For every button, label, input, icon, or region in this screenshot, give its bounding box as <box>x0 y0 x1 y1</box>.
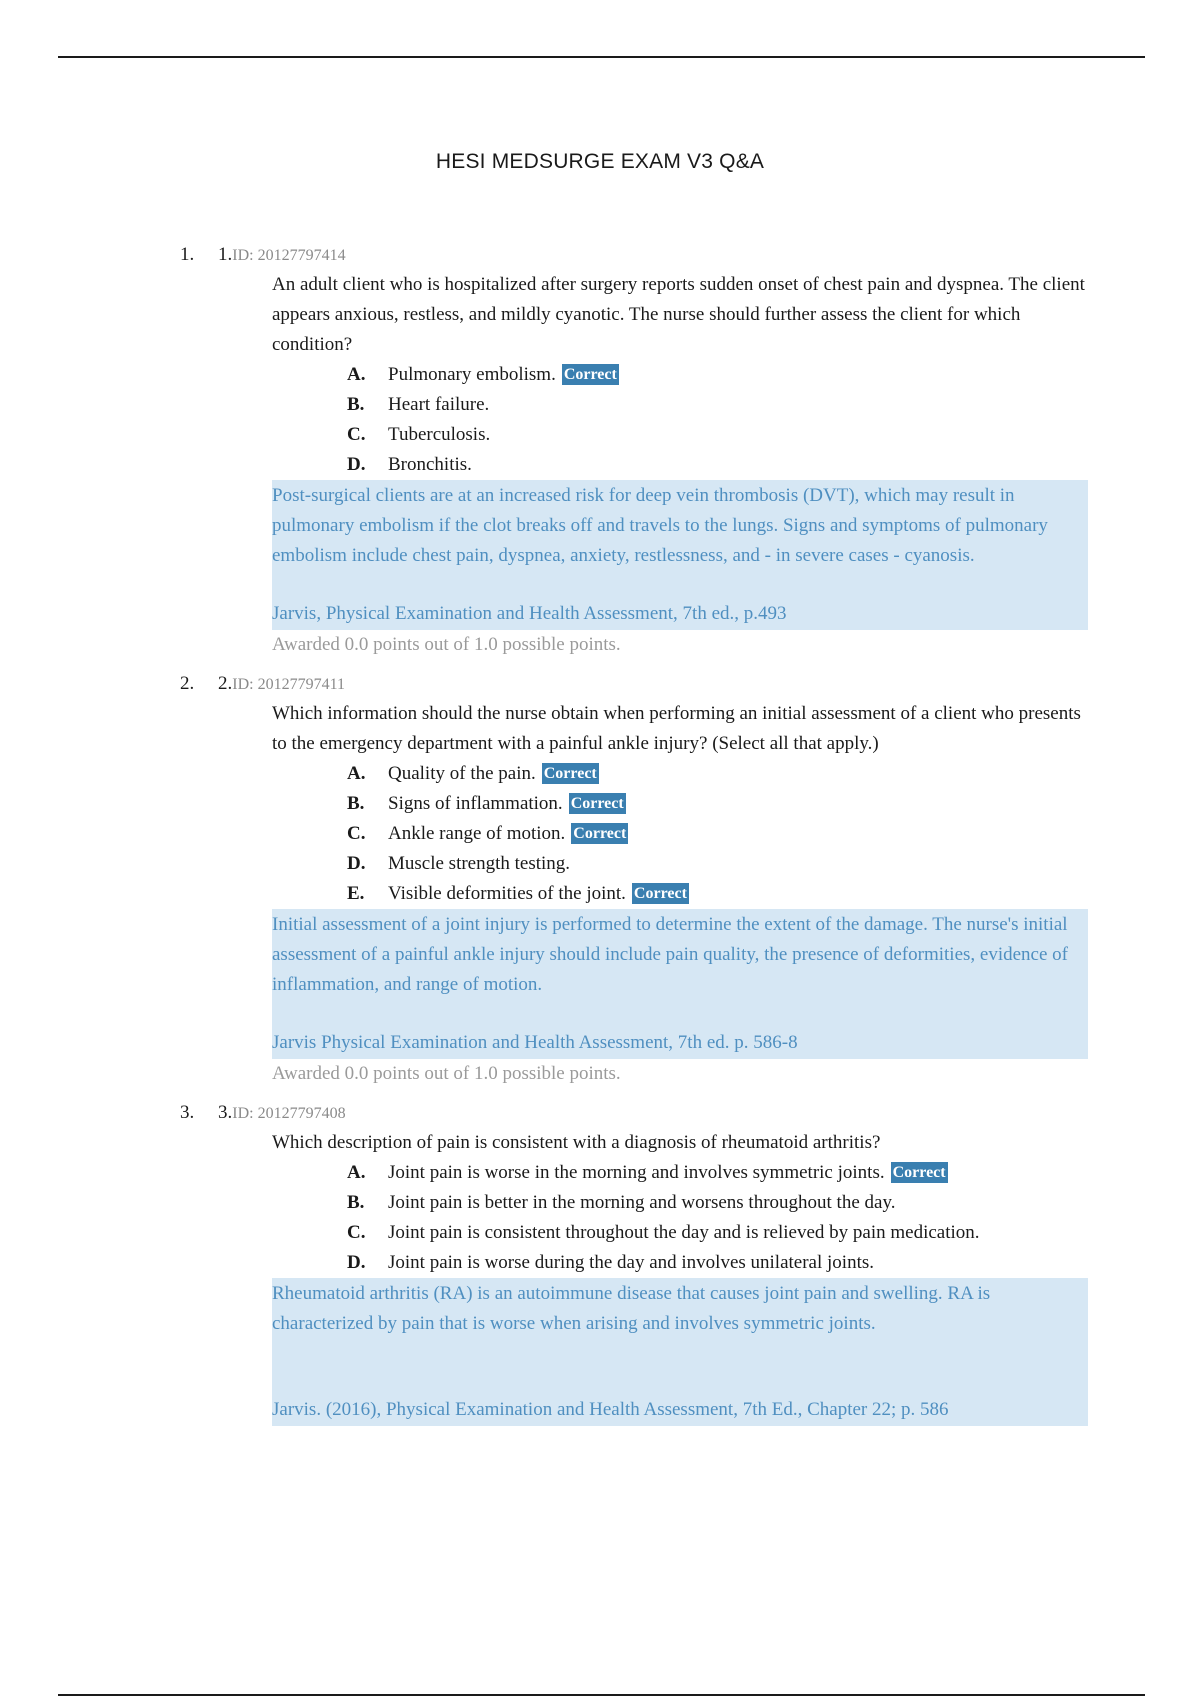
option-letter: B. <box>347 793 365 814</box>
option-a[interactable] <box>347 759 1200 789</box>
correct-badge: Correct <box>543 765 597 782</box>
option-letter: C. <box>347 823 366 844</box>
answer-options <box>347 759 1200 909</box>
option-text: Muscle strength testing. <box>388 853 571 874</box>
question-id: ID: 20127797408 <box>232 1105 346 1122</box>
option-text: Ankle range of motion. <box>388 823 566 844</box>
question-id: ID: 20127797414 <box>232 247 346 264</box>
option-d[interactable] <box>347 849 1200 879</box>
option-text: Joint pain is worse during the day and involves unilateral joints. <box>388 1252 875 1273</box>
rationale-text: Post-surgical clients are at an increased risk for deep vein thrombosis (DVT), which may result in pulmonary embolism if the clot breaks off and travels to the lungs. Signs and symptoms of pulmonary embolism include chest pain, dyspnea, anxiety, restlessness, and - in severe cases - cyanosis. <box>272 485 1048 566</box>
option-letter: D. <box>347 853 366 874</box>
option-letter: A. <box>347 364 366 385</box>
question-3 <box>0 1098 1200 1426</box>
question-header <box>0 1098 1200 1128</box>
awarded-points: Awarded 0.0 points out of 1.0 possible points. <box>272 1063 621 1084</box>
question-1 <box>0 240 1200 660</box>
option-letter: B. <box>347 1192 365 1213</box>
option-text: Joint pain is worse in the morning and involves symmetric joints. <box>388 1162 885 1183</box>
rationale-text: Initial assessment of a joint injury is performed to determine the extent of the damage. The nurse's initial assessment of a painful ankle injury should include pain quality, the presence of deformities, evidence of inflammation, and range of motion. <box>272 914 1068 995</box>
answer-options <box>347 1158 1200 1278</box>
option-letter: C. <box>347 424 366 445</box>
rationale-spacer <box>272 1000 1088 1028</box>
option-d[interactable] <box>347 450 1200 480</box>
question-list <box>0 240 1200 1435</box>
document-title: HESI MEDSURGE EXAM V3 Q&A <box>435 150 765 173</box>
option-text: Signs of inflammation. <box>388 793 563 814</box>
rationale-spacer <box>272 1339 1088 1395</box>
option-text: Pulmonary embolism. <box>388 364 556 385</box>
rationale-box <box>272 1278 1088 1426</box>
question-header <box>0 669 1200 699</box>
option-text: Joint pain is better in the morning and worsens throughout the day. <box>388 1192 896 1213</box>
question-id: ID: 20127797411 <box>232 676 345 693</box>
option-letter: E. <box>347 883 365 904</box>
option-c[interactable] <box>347 1218 1200 1248</box>
correct-badge: Correct <box>892 1164 946 1181</box>
option-letter: B. <box>347 394 365 415</box>
top-rule <box>58 56 1145 58</box>
rationale-box <box>272 909 1088 1059</box>
option-a[interactable] <box>347 360 1200 390</box>
correct-badge: Correct <box>633 885 687 902</box>
option-a[interactable] <box>347 1158 1200 1188</box>
option-text: Joint pain is consistent throughout the day and is relieved by pain medication. <box>388 1222 980 1243</box>
option-b[interactable] <box>347 1188 1200 1218</box>
rationale-reference: Jarvis Physical Examination and Health Assessment, 7th ed. p. 586-8 <box>272 1032 798 1053</box>
answer-options <box>347 360 1200 480</box>
option-c[interactable] <box>347 819 1200 849</box>
rationale-reference: Jarvis, Physical Examination and Health Assessment, 7th ed., p.493 <box>272 603 787 624</box>
option-letter: D. <box>347 1252 366 1273</box>
option-letter: C. <box>347 1222 366 1243</box>
correct-badge: Correct <box>573 825 627 842</box>
rationale-spacer <box>272 571 1088 599</box>
correct-badge: Correct <box>563 366 617 383</box>
bottom-rule <box>58 1694 1145 1696</box>
option-e[interactable] <box>347 879 1200 909</box>
question-stem: Which information should the nurse obtain when performing an initial assessment of a client who presents to the emergency department with a painful ankle injury? (Select all that apply.) <box>272 703 1081 754</box>
correct-badge: Correct <box>570 795 624 812</box>
option-b[interactable] <box>347 789 1200 819</box>
option-letter: A. <box>347 1162 366 1183</box>
question-2 <box>0 669 1200 1089</box>
option-text: Bronchitis. <box>388 454 472 475</box>
question-inner-number: 1. <box>218 244 233 265</box>
question-id-line <box>218 240 346 271</box>
question-header <box>0 240 1200 270</box>
awarded-points: Awarded 0.0 points out of 1.0 possible points. <box>272 634 621 655</box>
question-outer-number: 3. <box>180 1102 195 1123</box>
question-outer-number: 1. <box>180 244 195 265</box>
option-b[interactable] <box>347 390 1200 420</box>
rationale-text: Rheumatoid arthritis (RA) is an autoimmune disease that causes joint pain and swelling. RA is characterized by pain that is worse when arising and involves symmetric joints. <box>272 1283 991 1334</box>
question-id-line <box>218 1098 346 1129</box>
rationale-box <box>272 480 1088 630</box>
rationale-reference: Jarvis. (2016), Physical Examination and Health Assessment, 7th Ed., Chapter 22; p. 586 <box>272 1399 949 1420</box>
option-letter: A. <box>347 763 366 784</box>
question-outer-number: 2. <box>180 673 195 694</box>
option-c[interactable] <box>347 420 1200 450</box>
option-text: Heart failure. <box>388 394 490 415</box>
question-stem: Which description of pain is consistent with a diagnosis of rheumatoid arthritis? <box>272 1132 881 1153</box>
option-text: Quality of the pain. <box>388 763 536 784</box>
option-d[interactable] <box>347 1248 1200 1278</box>
option-letter: D. <box>347 454 366 475</box>
question-inner-number: 3. <box>218 1102 233 1123</box>
option-text: Visible deformities of the joint. <box>388 883 626 904</box>
question-inner-number: 2. <box>218 673 233 694</box>
option-text: Tuberculosis. <box>388 424 491 445</box>
question-id-line <box>218 669 345 700</box>
question-stem: An adult client who is hospitalized after surgery reports sudden onset of chest pain and dyspnea. The client appears anxious, restless, and mildly cyanotic. The nurse should further assess the client for which condition? <box>272 274 1085 355</box>
